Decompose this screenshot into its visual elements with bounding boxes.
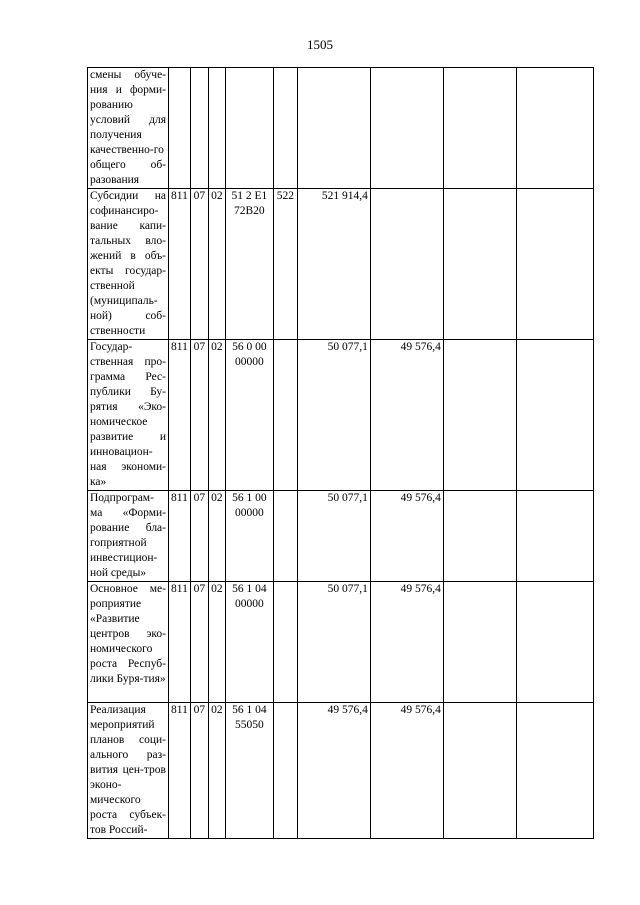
- table-row: [88, 68, 594, 189]
- rz-cell: 07: [190, 703, 208, 839]
- amount-cell-3: [443, 189, 516, 340]
- ved-cell: 811: [169, 189, 191, 340]
- vr-cell: [273, 68, 297, 189]
- page-number: 1505: [307, 37, 333, 52]
- ved-cell: 811: [169, 340, 191, 491]
- amount-cell-4: [516, 582, 593, 703]
- pr-cell: 02: [208, 491, 225, 582]
- csr-cell: [225, 68, 273, 189]
- item-name-cell: смены обуче-ния и форми-рованию условий для получения качественно-го общего об-разования: [88, 68, 169, 189]
- ved-cell: 811: [169, 491, 191, 582]
- budget-table: [87, 67, 594, 839]
- item-name-cell: Подпрограм-ма «Форми-рование бла-гоприятной инвестицион-ной среды»: [88, 491, 169, 582]
- amount-cell-4: [516, 189, 593, 340]
- rz-cell: 07: [190, 491, 208, 582]
- table-row: [88, 491, 594, 582]
- amount-cell-1: 521 914,4: [297, 189, 370, 340]
- amount-cell-4: [516, 68, 593, 189]
- csr-cell: 56 1 00 00000: [225, 491, 273, 582]
- item-name-cell: Государ-ственная про-грамма Рес-публики Бу-рятия «Эко-номическое развитие и инновацион-ная экономи-ка»: [88, 340, 169, 491]
- vr-cell: [273, 582, 297, 703]
- vr-cell: [273, 340, 297, 491]
- item-name-cell: Реализация мероприятий планов соци-ального раз-вития цен-тров эконо-мического роста субъек-тов Россий-: [88, 703, 169, 839]
- table-row: [88, 340, 594, 491]
- amount-cell-2: 49 576,4: [370, 582, 443, 703]
- item-name-cell: Субсидии на софинансиро-вание капи-тальных вло-жений в объ-екты государ-ственной (муниципаль-ной) соб-ственности: [88, 189, 169, 340]
- amount-cell-4: [516, 703, 593, 839]
- amount-cell-4: [516, 340, 593, 491]
- rz-cell: 07: [190, 582, 208, 703]
- amount-cell-2: 49 576,4: [370, 340, 443, 491]
- amount-cell-2: [370, 189, 443, 340]
- amount-cell-1: [297, 68, 370, 189]
- vr-cell: [273, 703, 297, 839]
- rz-cell: [190, 68, 208, 189]
- csr-cell: 56 1 04 55050: [225, 703, 273, 839]
- ved-cell: [169, 68, 191, 189]
- vr-cell: 522: [273, 189, 297, 340]
- amount-cell-3: [443, 491, 516, 582]
- item-name-cell: Основное ме-роприятие «Развитие центров эко-номического роста Респуб-лики Буря-тия»: [88, 582, 169, 703]
- table-body: [88, 68, 594, 839]
- amount-cell-1: 50 077,1: [297, 340, 370, 491]
- csr-cell: 51 2 E1 72B20: [225, 189, 273, 340]
- amount-cell-1: 50 077,1: [297, 582, 370, 703]
- ved-cell: 811: [169, 703, 191, 839]
- amount-cell-3: [443, 582, 516, 703]
- vr-cell: [273, 491, 297, 582]
- pr-cell: 02: [208, 340, 225, 491]
- amount-cell-4: [516, 491, 593, 582]
- csr-cell: 56 0 00 00000: [225, 340, 273, 491]
- amount-cell-2: [370, 68, 443, 189]
- amount-cell-3: [443, 703, 516, 839]
- amount-cell-3: [443, 340, 516, 491]
- pr-cell: 02: [208, 582, 225, 703]
- pr-cell: 02: [208, 703, 225, 839]
- table-row: [88, 189, 594, 340]
- csr-cell: 56 1 04 00000: [225, 582, 273, 703]
- amount-cell-2: 49 576,4: [370, 703, 443, 839]
- table-row: [88, 703, 594, 839]
- ved-cell: 811: [169, 582, 191, 703]
- amount-cell-3: [443, 68, 516, 189]
- table-row: [88, 582, 594, 703]
- amount-cell-1: 50 077,1: [297, 491, 370, 582]
- rz-cell: 07: [190, 189, 208, 340]
- rz-cell: 07: [190, 340, 208, 491]
- amount-cell-1: 49 576,4: [297, 703, 370, 839]
- pr-cell: 02: [208, 189, 225, 340]
- pr-cell: [208, 68, 225, 189]
- amount-cell-2: 49 576,4: [370, 491, 443, 582]
